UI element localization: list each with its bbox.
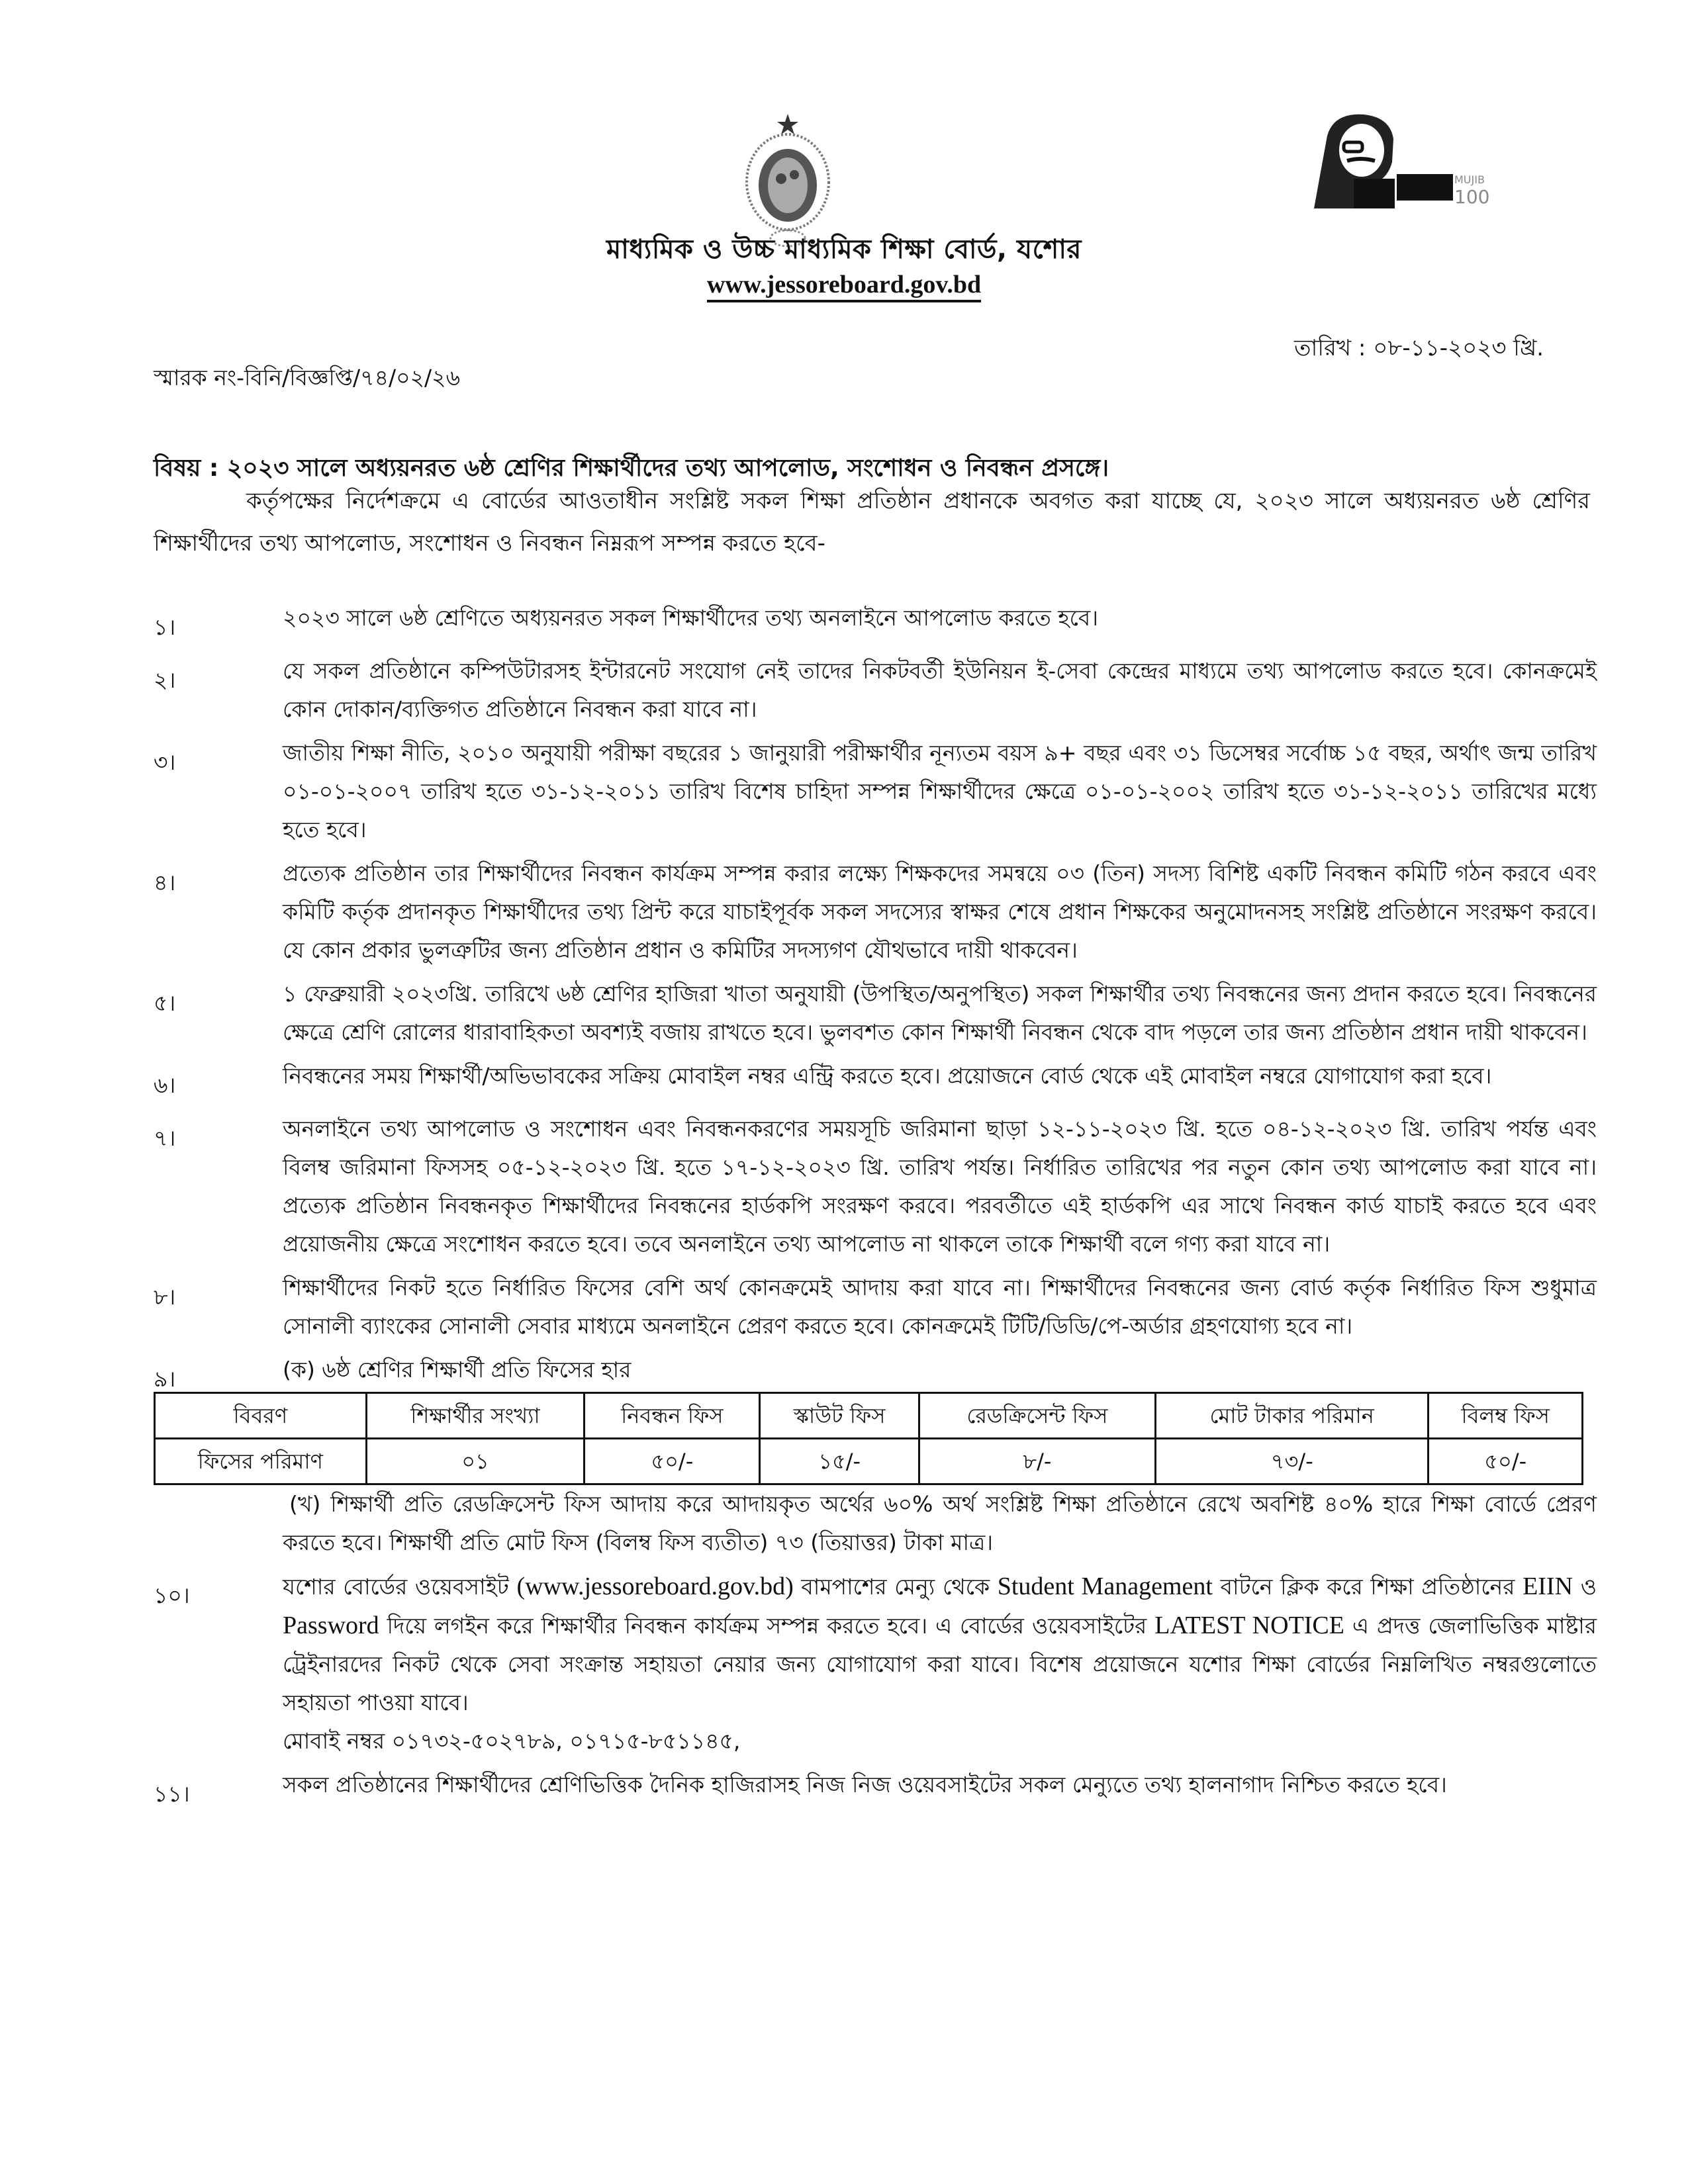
list-item xyxy=(154,1567,1597,1760)
instruction-list xyxy=(154,599,1597,1813)
item-text: সকল প্রতিষ্ঠানের শিক্ষার্থীদের শ্রেণিভিত্তিক দৈনিক হাজিরাসহ নিজ নিজ ওয়েবসাইটের সকল মেন্যুতে তথ্য হালনাগাদ নিশ্চিত করতে হবে। xyxy=(283,1772,1447,1797)
fee-table-header: বিবরণ xyxy=(155,1393,367,1439)
fee-table-cell: ৫০/- xyxy=(585,1439,760,1484)
item-number: ৫। xyxy=(154,990,176,1016)
password-label: Password xyxy=(283,1612,379,1639)
notice-date: তারিখ : ০৮-১১-২০২৩ খ্রি. xyxy=(1294,335,1544,361)
fee-table-header: নিবন্ধন ফিস xyxy=(585,1393,760,1439)
list-item xyxy=(154,1110,1597,1263)
item-number: ২। xyxy=(154,667,176,693)
helpline-numbers: মোবাই নম্বর ০১৭৩২-৫০২৭৮৯, ০১৭১৫-৮৫১১৪৫, xyxy=(283,1728,741,1754)
notice-subject: বিষয় : ২০২৩ সালে অধ্যয়নরত ৬ষ্ঠ শ্রেণির শিক্ষার্থীদের তথ্য আপলোড, সংশোধন ও নিবন্ধন প্রসঙ্গে। xyxy=(154,455,1109,482)
item-text: অনলাইনে তথ্য আপলোড ও সংশোধন এবং নিবন্ধনকরণের সময়সূচি জরিমানা ছাড়া ১২-১১-২০২৩ খ্রি. হতে ০৪-১২-২০২৩ খ্রি. তারিখ পর্যন্ত এবং বিলম্ব জরিমানা ফিসসহ ০৫-১২-২০২৩ খ্রি. হতে ১৭-১২-২০২৩ খ্রি. তারিখ পর্যন্ত। নির্ধারিত তারিখের পর নতুন কোন তথ্য আপলোড করা যাবে না। প্রত্যেক প্রতিষ্ঠান নিবন্ধনকৃত শিক্ষার্থীদের নিবন্ধনের হার্ডকপি সংরক্ষণ করবে। পরবর্তীতে এই হার্ডকপি এর সাথে নিবন্ধন কার্ড যাচাই করতে হবে এবং প্রয়োজনীয় ক্ষেত্রে সংশোধন করতে হবে। তবে অনলাইনে তথ্য আপলোড না থাকলে তাকে শিক্ষার্থী বলে গণ্য করা যাবে না। xyxy=(283,1116,1597,1257)
fee-note: (খ) শিক্ষার্থী প্রতি রেডক্রিসেন্ট ফিস আদায় করে আদায়কৃত অর্থের ৬০% অর্থ সংশ্লিষ্ট শিক্ষা প্রতিষ্ঠানে রেখে অবশিষ্ট ৪০% হারে শিক্ষা বোর্ডে প্রেরণ করতে হবে। শিক্ষার্থী প্রতি মোট ফিস (বিলম্ব ফিস ব্যতীত) ৭৩ (তিয়াত্তর) টাকা মাত্র। xyxy=(283,1491,1597,1555)
fee-table-header: স্কাউট ফিস xyxy=(760,1393,919,1439)
fee-table-caption: (ক) ৬ষ্ঠ শ্রেণির শিক্ষার্থী প্রতি ফিসের হার xyxy=(283,1357,632,1383)
list-item xyxy=(154,1766,1597,1813)
item-text: শিক্ষার্থীদের নিকট হতে নির্ধারিত ফিসের বেশি অর্থ কোনক্রমেই আদায় করা যাবে না। শিক্ষার্থীদের নিবন্ধনের জন্য বোর্ড কর্তৃক নির্ধারিত ফিস শুধুমাত্র সোনালী ব্যাংকের সোনালী সেবার মাধ্যমে অনলাইনে প্রেরণ করতে হবে। কোনক্রমেই টিটি/ডিডি/পে-অর্ডার গ্রহণযোগ্য হবে না। xyxy=(283,1275,1597,1339)
fee-table-header: মোট টাকার পরিমান xyxy=(1155,1393,1428,1439)
item-text: ১ ফেব্রুয়ারী ২০২৩খ্রি. তারিখে ৬ষ্ঠ শ্রেণির হাজিরা খাতা অনুযায়ী (উপস্থিত/অনুপস্থিত) সকল শিক্ষার্থীর তথ্য নিবন্ধনের জন্য প্রদান করতে হবে। নিবন্ধনের ক্ষেত্রে শ্রেণি রোলের ধারাবাহিকতা অবশ্যই বজায় রাখতে হবে। ভুলবশত কোন শিক্ষার্থী নিবন্ধন থেকে বাদ পড়লে তার জন্য প্রতিষ্ঠান প্রধান দায়ী থাকবেন। xyxy=(283,981,1597,1045)
list-item xyxy=(154,854,1597,970)
organization-website-link[interactable]: www.jessoreboard.gov.bd xyxy=(0,270,1688,299)
item-text: প্রত্যেক প্রতিষ্ঠান তার শিক্ষার্থীদের নিবন্ধন কার্যক্রম সম্পন্ন করার লক্ষ্যে শিক্ষকদের সমন্বয়ে ০৩ (তিন) সদস্য বিশিষ্ট একটি নিবন্ধন কমিটি গঠন করবে এবং কমিটি কর্তৃক প্রদানকৃত শিক্ষার্থীদের তথ্য প্রিন্ট করে যাচাইপূর্বক সকল সদস্যের স্বাক্ষর শেষে প্রধান শিক্ষকের অনুমোদনসহ সংশ্লিষ্ট প্রতিষ্ঠানে সংরক্ষণ করবে। যে কোন প্রকার ভুলত্রুটির জন্য প্রতিষ্ঠান প্রধান ও কমিটির সদস্যগণ যৌথভাবে দায়ী থাকবেন। xyxy=(283,860,1597,963)
list-item xyxy=(154,599,1597,647)
list-item-fees xyxy=(154,1351,1597,1562)
item-number: ৮। xyxy=(154,1284,176,1310)
website-url[interactable]: (www.jessoreboard.gov.bd) xyxy=(516,1572,794,1600)
list-item xyxy=(154,1269,1597,1345)
item-number: ১১। xyxy=(154,1781,190,1807)
list-item xyxy=(154,975,1597,1052)
fee-table-cell: ০১ xyxy=(366,1439,585,1484)
svg-text:100: 100 xyxy=(1454,186,1490,208)
latest-notice-label: LATEST NOTICE xyxy=(1154,1612,1344,1639)
fee-table-header: শিক্ষার্থীর সংখ্যা xyxy=(366,1393,585,1439)
item-number: ১। xyxy=(154,614,176,640)
student-management-label: Student Management xyxy=(997,1572,1213,1600)
item-number: ৯। xyxy=(154,1366,176,1392)
item-number: ৬। xyxy=(154,1072,176,1098)
fee-table xyxy=(154,1392,1583,1485)
item-number: ৪। xyxy=(154,870,176,895)
item-text: যশোর বোর্ডের ওয়েবসাইট (www.jessoreboard.gov.bd) বামপাশের মেন্যু থেকে Student Management বাটনে ক্লিক করে শিক্ষা প্রতিষ্ঠানের EIIN ও Password দিয়ে লগইন করে শিক্ষার্থীর নিবন্ধন কার্যক্রম সম্পন্ন করতে হবে। এ বোর্ডের ওয়েবসাইটের LATEST NOTICE এ প্রদত্ত জেলাভিত্তিক মাষ্টার ট্রেইনারদের নিকট থেকে সেবা সংক্রান্ত সহায়তা নেয়ার জন্য যোগাযোগ করা যাবে। বিশেষ প্রয়োজনে যশোর শিক্ষা বোর্ডের নিম্নলিখিত নম্বরগুলোতে সহায়তা পাওয়া যাবে। মোবাই নম্বর ০১৭৩২-৫০২৭৮৯, ০১৭১৫-৮৫১১৪৫, xyxy=(283,1567,1597,1760)
mujib-borsho-100-logo-icon xyxy=(1314,109,1513,208)
item-text: জাতীয় শিক্ষা নীতি, ২০১০ অনুযায়ী পরীক্ষা বছরের ১ জানুয়ারী পরীক্ষার্থীর নূন্যতম বয়স ৯+ বছর এবং ৩১ ডিসেম্বর সর্বোচ্চ ১৫ বছর, অর্থাৎ জন্ম তারিখ ০১-০১-২০০৭ তারিখ হতে ৩১-১২-২০১১ তারিখ বিশেষ চাহিদা সম্পন্ন শিক্ষার্থীদের ক্ষেত্রে ০১-০১-২০০২ তারিখ হতে ৩১-১২-২০১১ তারিখের মধ্যে হতে হবে। xyxy=(283,740,1597,842)
item-text: ২০২৩ সালে ৬ষ্ঠ শ্রেণিতে অধ্যয়নরত সকল শিক্ষার্থীদের তথ্য অনলাইনে আপলোড করতে হবে। xyxy=(283,605,1099,631)
fee-table-header: বিলম্ব ফিস xyxy=(1429,1393,1583,1439)
memo-number: স্মারক নং-বিনি/বিজ্ঞপ্তি/৭৪/০২/২৬ xyxy=(154,365,461,390)
organization-name: মাধ্যমিক ও উচ্চ মাধ্যমিক শিক্ষা বোর্ড, যশোর xyxy=(606,234,1082,265)
item-number: ৭। xyxy=(154,1125,176,1151)
fee-table-cell: ফিসের পরিমাণ xyxy=(155,1439,367,1484)
fee-table-cell: ৭৩/- xyxy=(1155,1439,1428,1484)
item-number: ৩। xyxy=(154,749,176,775)
table-row xyxy=(155,1439,1583,1484)
fee-table-cell: ৮/- xyxy=(919,1439,1155,1484)
svg-text:MUJIB: MUJIB xyxy=(1454,173,1485,186)
eiin-label: EIIN xyxy=(1523,1572,1573,1600)
fee-table-cell: ১৫/- xyxy=(760,1439,919,1484)
list-item xyxy=(154,652,1597,729)
item-text: যে সকল প্রতিষ্ঠানে কম্পিউটারসহ ইন্টারনেট সংযোগ নেই তাদের নিকটবর্তী ইউনিয়ন ই-সেবা কেন্দ্রের মাধ্যমে তথ্য আপলোড করতে হবে। কোনক্রমেই কোন দোকান/ব্যক্তিগত প্রতিষ্ঠানে নিবন্ধন করা যাবে না। xyxy=(283,658,1597,722)
fee-table-header: রেডক্রিসেন্ট ফিস xyxy=(919,1393,1155,1439)
fee-table-cell: ৫০/- xyxy=(1429,1439,1583,1484)
item-text: নিবন্ধনের সময় শিক্ষার্থী/অভিভাবকের সক্রিয় মোবাইল নম্বর এন্ট্রি করতে হবে। প্রয়োজনে বোর্ড থেকে এই মোবাইল নম্বরে যোগাযোগ করা হবে। xyxy=(283,1063,1492,1089)
item-number: ১০। xyxy=(154,1582,190,1608)
notice-intro: কর্তৃপক্ষের নির্দেশক্রমে এ বোর্ডের আওতাধীন সংশ্লিষ্ট সকল শিক্ষা প্রতিষ্ঠান প্রধানকে অবগত করা যাচ্ছে যে, ২০২৩ সালে অধ্যয়নরত ৬ষ্ঠ শ্রেণির শিক্ষার্থীদের তথ্য আপলোড, সংশোধন ও নিবন্ধন নিম্নরূপ সম্পন্ন করতে হবে- xyxy=(154,488,1590,557)
fee-table-header-row xyxy=(155,1393,1583,1439)
list-item xyxy=(154,734,1597,849)
list-item xyxy=(154,1057,1597,1105)
